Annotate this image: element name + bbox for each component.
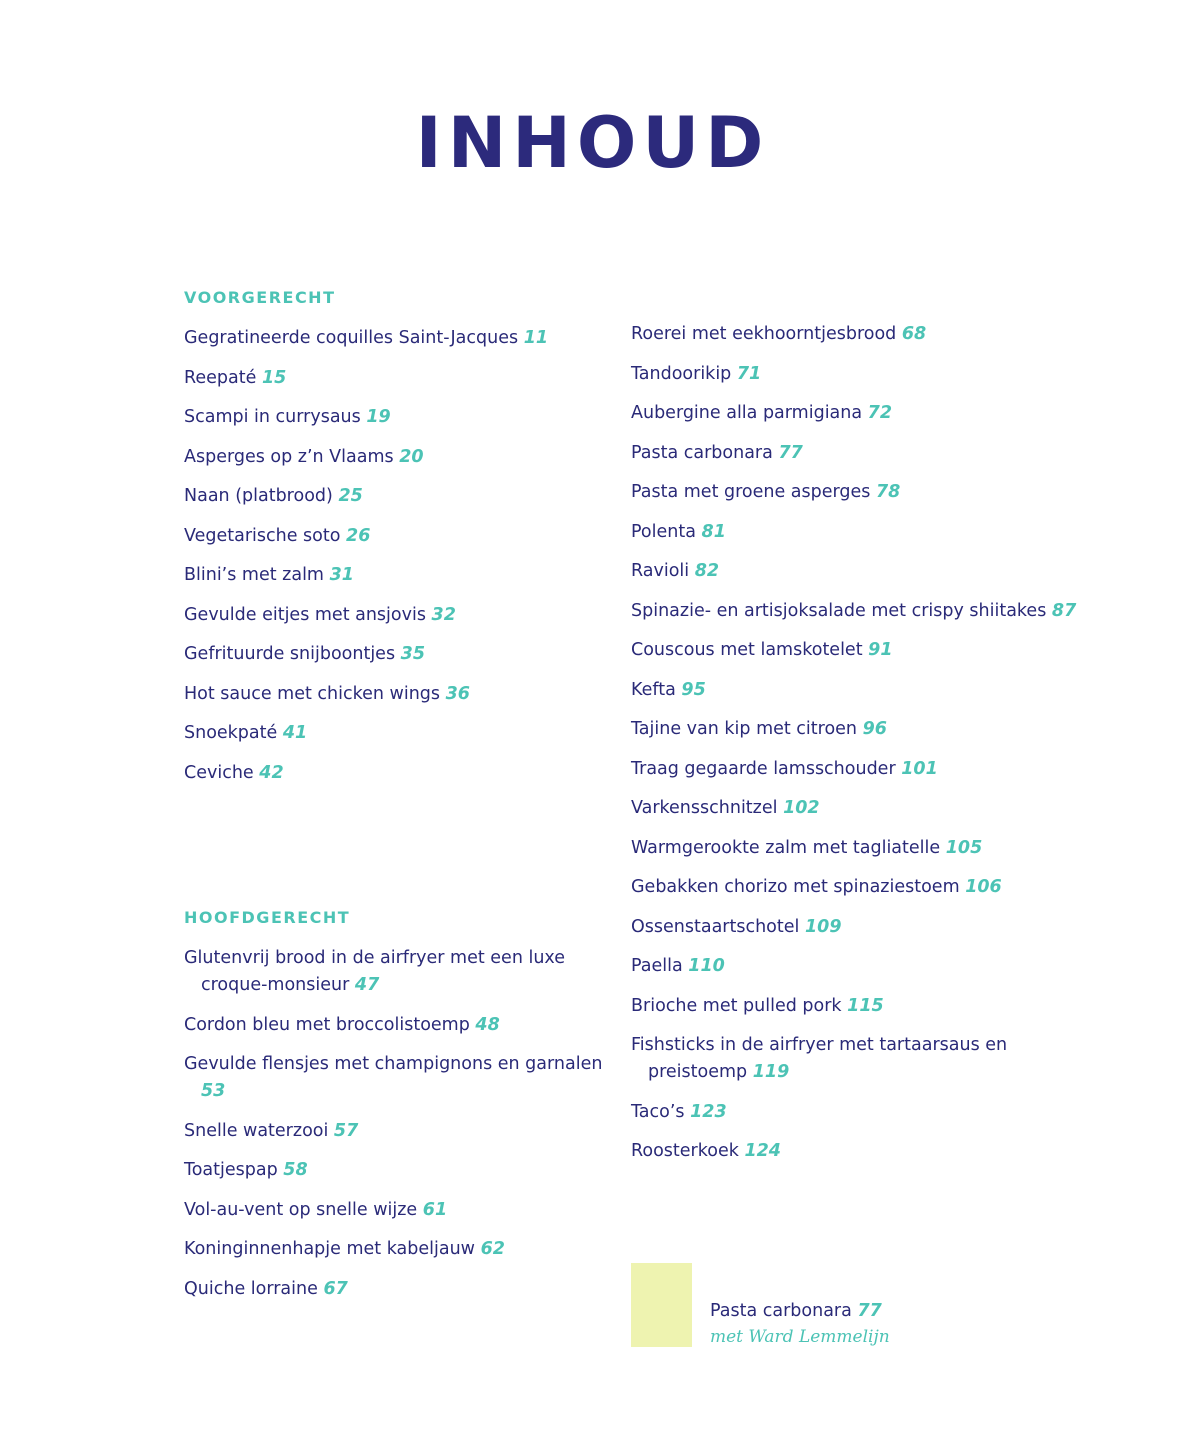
toc-entry — [184, 1051, 604, 1105]
toc-entry-label: Snelle waterzooi — [184, 1120, 329, 1141]
toc-entry-page-number: 115 — [847, 995, 884, 1016]
feature-label: Pasta carbonara — [710, 1301, 852, 1321]
toc-entry-label: Tandoorikip — [631, 363, 732, 384]
toc-entry-page-number: 11 — [523, 328, 549, 348]
toc-entry-page-number: 20 — [399, 446, 424, 467]
toc-entry-label: Ossenstaartschotel — [631, 916, 800, 937]
toc-entry-page-number: 87 — [1051, 600, 1077, 621]
toc-entry-page-number: 110 — [688, 956, 725, 976]
toc-entry-page-number: 68 — [901, 324, 927, 344]
toc-entry — [184, 444, 604, 471]
toc-entry-page-number: 91 — [868, 640, 893, 660]
toc-entry-page-number: 57 — [333, 1120, 359, 1141]
toc-entry-label: Paella — [631, 956, 683, 976]
toc-entry-page-number: 35 — [400, 644, 426, 664]
section-hoofdgerecht-continued — [631, 321, 1111, 1178]
toc-entry — [184, 1236, 604, 1263]
toc-entry-page-number: 81 — [701, 521, 726, 542]
toc-entry — [631, 321, 1111, 348]
toc-entry — [631, 677, 1111, 704]
toc-entry — [184, 945, 604, 999]
toc-entry-page-number: 78 — [875, 482, 901, 502]
toc-entry — [631, 558, 1111, 585]
toc-entry-label: Pasta met groene asperges — [631, 482, 871, 502]
toc-entry-label: Roosterkoek — [631, 1141, 739, 1161]
toc-entry-label: Varkensschnitzel — [631, 798, 778, 818]
toc-entry — [184, 523, 604, 550]
toc-list-hoofdgerecht-continued — [631, 321, 1111, 1165]
toc-entry-label: Toatjespap — [184, 1160, 278, 1180]
toc-entry — [631, 519, 1111, 546]
toc-entry — [184, 1012, 604, 1039]
toc-entry — [631, 914, 1111, 941]
toc-entry-label: Snoekpaté — [184, 723, 278, 743]
toc-entry — [184, 1118, 604, 1145]
toc-entry-page-number: 72 — [867, 403, 893, 423]
toc-entry-label: Couscous met lamskotelet — [631, 640, 863, 660]
toc-entry — [631, 993, 1111, 1020]
toc-entry-page-number: 67 — [323, 1278, 348, 1299]
toc-entry-page-number: 71 — [736, 363, 762, 384]
toc-entry-page-number: 106 — [965, 877, 1002, 897]
toc-entry-page-number: 96 — [862, 719, 887, 739]
toc-entry-page-number: 48 — [475, 1014, 500, 1035]
toc-entry-label: Roerei met eekhoorntjesbrood — [631, 324, 897, 344]
toc-entry-page-number: 31 — [329, 565, 354, 585]
toc-entry — [631, 874, 1111, 901]
toc-entry-label: Quiche lorraine — [184, 1278, 318, 1299]
toc-entry-page-number: 102 — [783, 798, 820, 818]
toc-entry-page-number: 123 — [690, 1101, 727, 1122]
toc-entry-label: Cordon bleu met broccolistoemp — [184, 1014, 470, 1035]
toc-entry — [631, 598, 1111, 625]
toc-entry-label: Tajine van kip met citroen — [631, 719, 858, 739]
section-voorgerecht — [184, 288, 604, 799]
toc-entry — [631, 835, 1111, 862]
toc-entry — [184, 483, 604, 510]
toc-entry-page-number: 26 — [346, 525, 371, 546]
toc-entry — [631, 1099, 1111, 1126]
toc-entry — [184, 325, 604, 352]
toc-entry-page-number: 53 — [201, 1081, 226, 1101]
toc-entry-label: Brioche met pulled pork — [631, 995, 842, 1016]
toc-entry-label: Koninginnenhapje met kabeljauw — [184, 1239, 475, 1259]
toc-entry — [631, 400, 1111, 427]
toc-entry-page-number: 109 — [804, 916, 842, 937]
toc-entry-label: Traag gegaarde lamsschouder — [631, 758, 896, 779]
toc-entry-label: Kefta — [631, 679, 676, 700]
toc-entry — [631, 716, 1111, 743]
toc-entry — [184, 760, 604, 787]
page-title: INHOUD — [415, 102, 770, 184]
toc-entry-label: Ravioli — [631, 561, 690, 581]
toc-entry-label: Aubergine alla parmigiana — [631, 403, 863, 423]
toc-entry-label: Vegetarische soto — [184, 525, 341, 546]
toc-entry-label: Warmgerookte zalm met tagliatelle — [631, 837, 941, 858]
toc-entry — [184, 641, 604, 668]
toc-entry-page-number: 42 — [259, 762, 284, 783]
toc-entry-page-number: 58 — [283, 1160, 308, 1180]
toc-entry — [631, 637, 1111, 664]
feature-subtitle: met Ward Lemmelijn — [710, 1327, 890, 1347]
toc-entry — [631, 479, 1111, 506]
toc-entry — [631, 1032, 1111, 1086]
toc-entry — [184, 720, 604, 747]
toc-entry — [184, 681, 604, 708]
toc-entry-label: Vol-au-vent op snelle wijze — [184, 1199, 418, 1220]
toc-entry-page-number: 41 — [282, 723, 308, 743]
toc-entry — [631, 361, 1111, 388]
toc-entry-page-number: 19 — [366, 407, 391, 427]
toc-entry-label: Hot sauce met chicken wings — [184, 683, 441, 704]
toc-entry-page-number: 61 — [422, 1199, 448, 1220]
toc-entry-page-number: 119 — [752, 1062, 790, 1082]
toc-entry-label: Reepaté — [184, 367, 257, 388]
toc-entry-page-number: 62 — [480, 1239, 505, 1259]
toc-entry-page-number: 95 — [681, 679, 706, 700]
toc-entry — [631, 756, 1111, 783]
toc-entry — [631, 953, 1111, 980]
toc-entry-label: Scampi in currysaus — [184, 407, 361, 427]
toc-entry-page-number: 32 — [431, 604, 456, 625]
feature-page-number: 77 — [857, 1301, 882, 1321]
toc-entry-page-number: 105 — [945, 837, 983, 858]
section-hoofdgerecht — [184, 908, 604, 1315]
toc-entry-page-number: 124 — [744, 1141, 781, 1161]
toc-entry-label: Gevulde eitjes met ansjovis — [184, 604, 426, 625]
toc-entry-page-number: 15 — [261, 367, 287, 388]
toc-list-hoofdgerecht — [184, 945, 604, 1303]
toc-entry-page-number: 25 — [338, 486, 363, 506]
toc-list-voorgerecht — [184, 325, 604, 787]
toc-entry-label: Blini’s met zalm — [184, 565, 324, 585]
toc-entry-label: Fishsticks in de airfryer met tartaarsaus en preistoemp — [631, 1035, 1008, 1082]
section-heading-hoofdgerecht: HOOFDGERECHT — [184, 908, 351, 927]
toc-entry-label: Ceviche — [184, 762, 254, 783]
toc-entry-label: Gebakken chorizo met spinaziestoem — [631, 877, 960, 897]
toc-entry-label: Polenta — [631, 521, 696, 542]
toc-entry-label: Asperges op z’n Vlaams — [184, 446, 394, 467]
toc-entry-page-number: 82 — [694, 561, 720, 581]
toc-entry-label: Gefrituurde snijboontjes — [184, 644, 396, 664]
toc-entry — [184, 1276, 604, 1303]
toc-entry-label: Naan (platbrood) — [184, 486, 333, 506]
toc-entry — [631, 795, 1111, 822]
toc-entry-label: Gevulde flensjes met champignons en garnalen — [184, 1054, 603, 1074]
feature-color-swatch — [631, 1263, 692, 1347]
toc-entry-page-number: 47 — [354, 975, 380, 995]
toc-entry-label: Spinazie- en artisjoksalade met crispy shiitakes — [631, 600, 1047, 621]
toc-entry-label: Gegratineerde coquilles Saint-Jacques — [184, 328, 519, 348]
toc-entry-label: Glutenvrij brood in de airfryer met een luxe croque-monsieur — [184, 948, 566, 995]
toc-entry — [184, 1197, 604, 1224]
section-heading-voorgerecht: VOORGERECHT — [184, 288, 336, 307]
toc-entry-page-number: 101 — [901, 758, 938, 779]
toc-entry-label: Taco’s — [631, 1101, 685, 1122]
toc-entry — [184, 602, 604, 629]
toc-entry-page-number: 77 — [778, 442, 803, 463]
toc-entry — [184, 404, 604, 431]
toc-entry — [631, 440, 1111, 467]
toc-entry-label: Pasta carbonara — [631, 442, 773, 463]
toc-entry — [184, 1157, 604, 1184]
toc-entry-page-number: 36 — [445, 683, 470, 704]
toc-entry — [184, 562, 604, 589]
toc-entry — [631, 1138, 1111, 1165]
feature-callout — [710, 1298, 890, 1350]
toc-entry — [184, 365, 604, 392]
